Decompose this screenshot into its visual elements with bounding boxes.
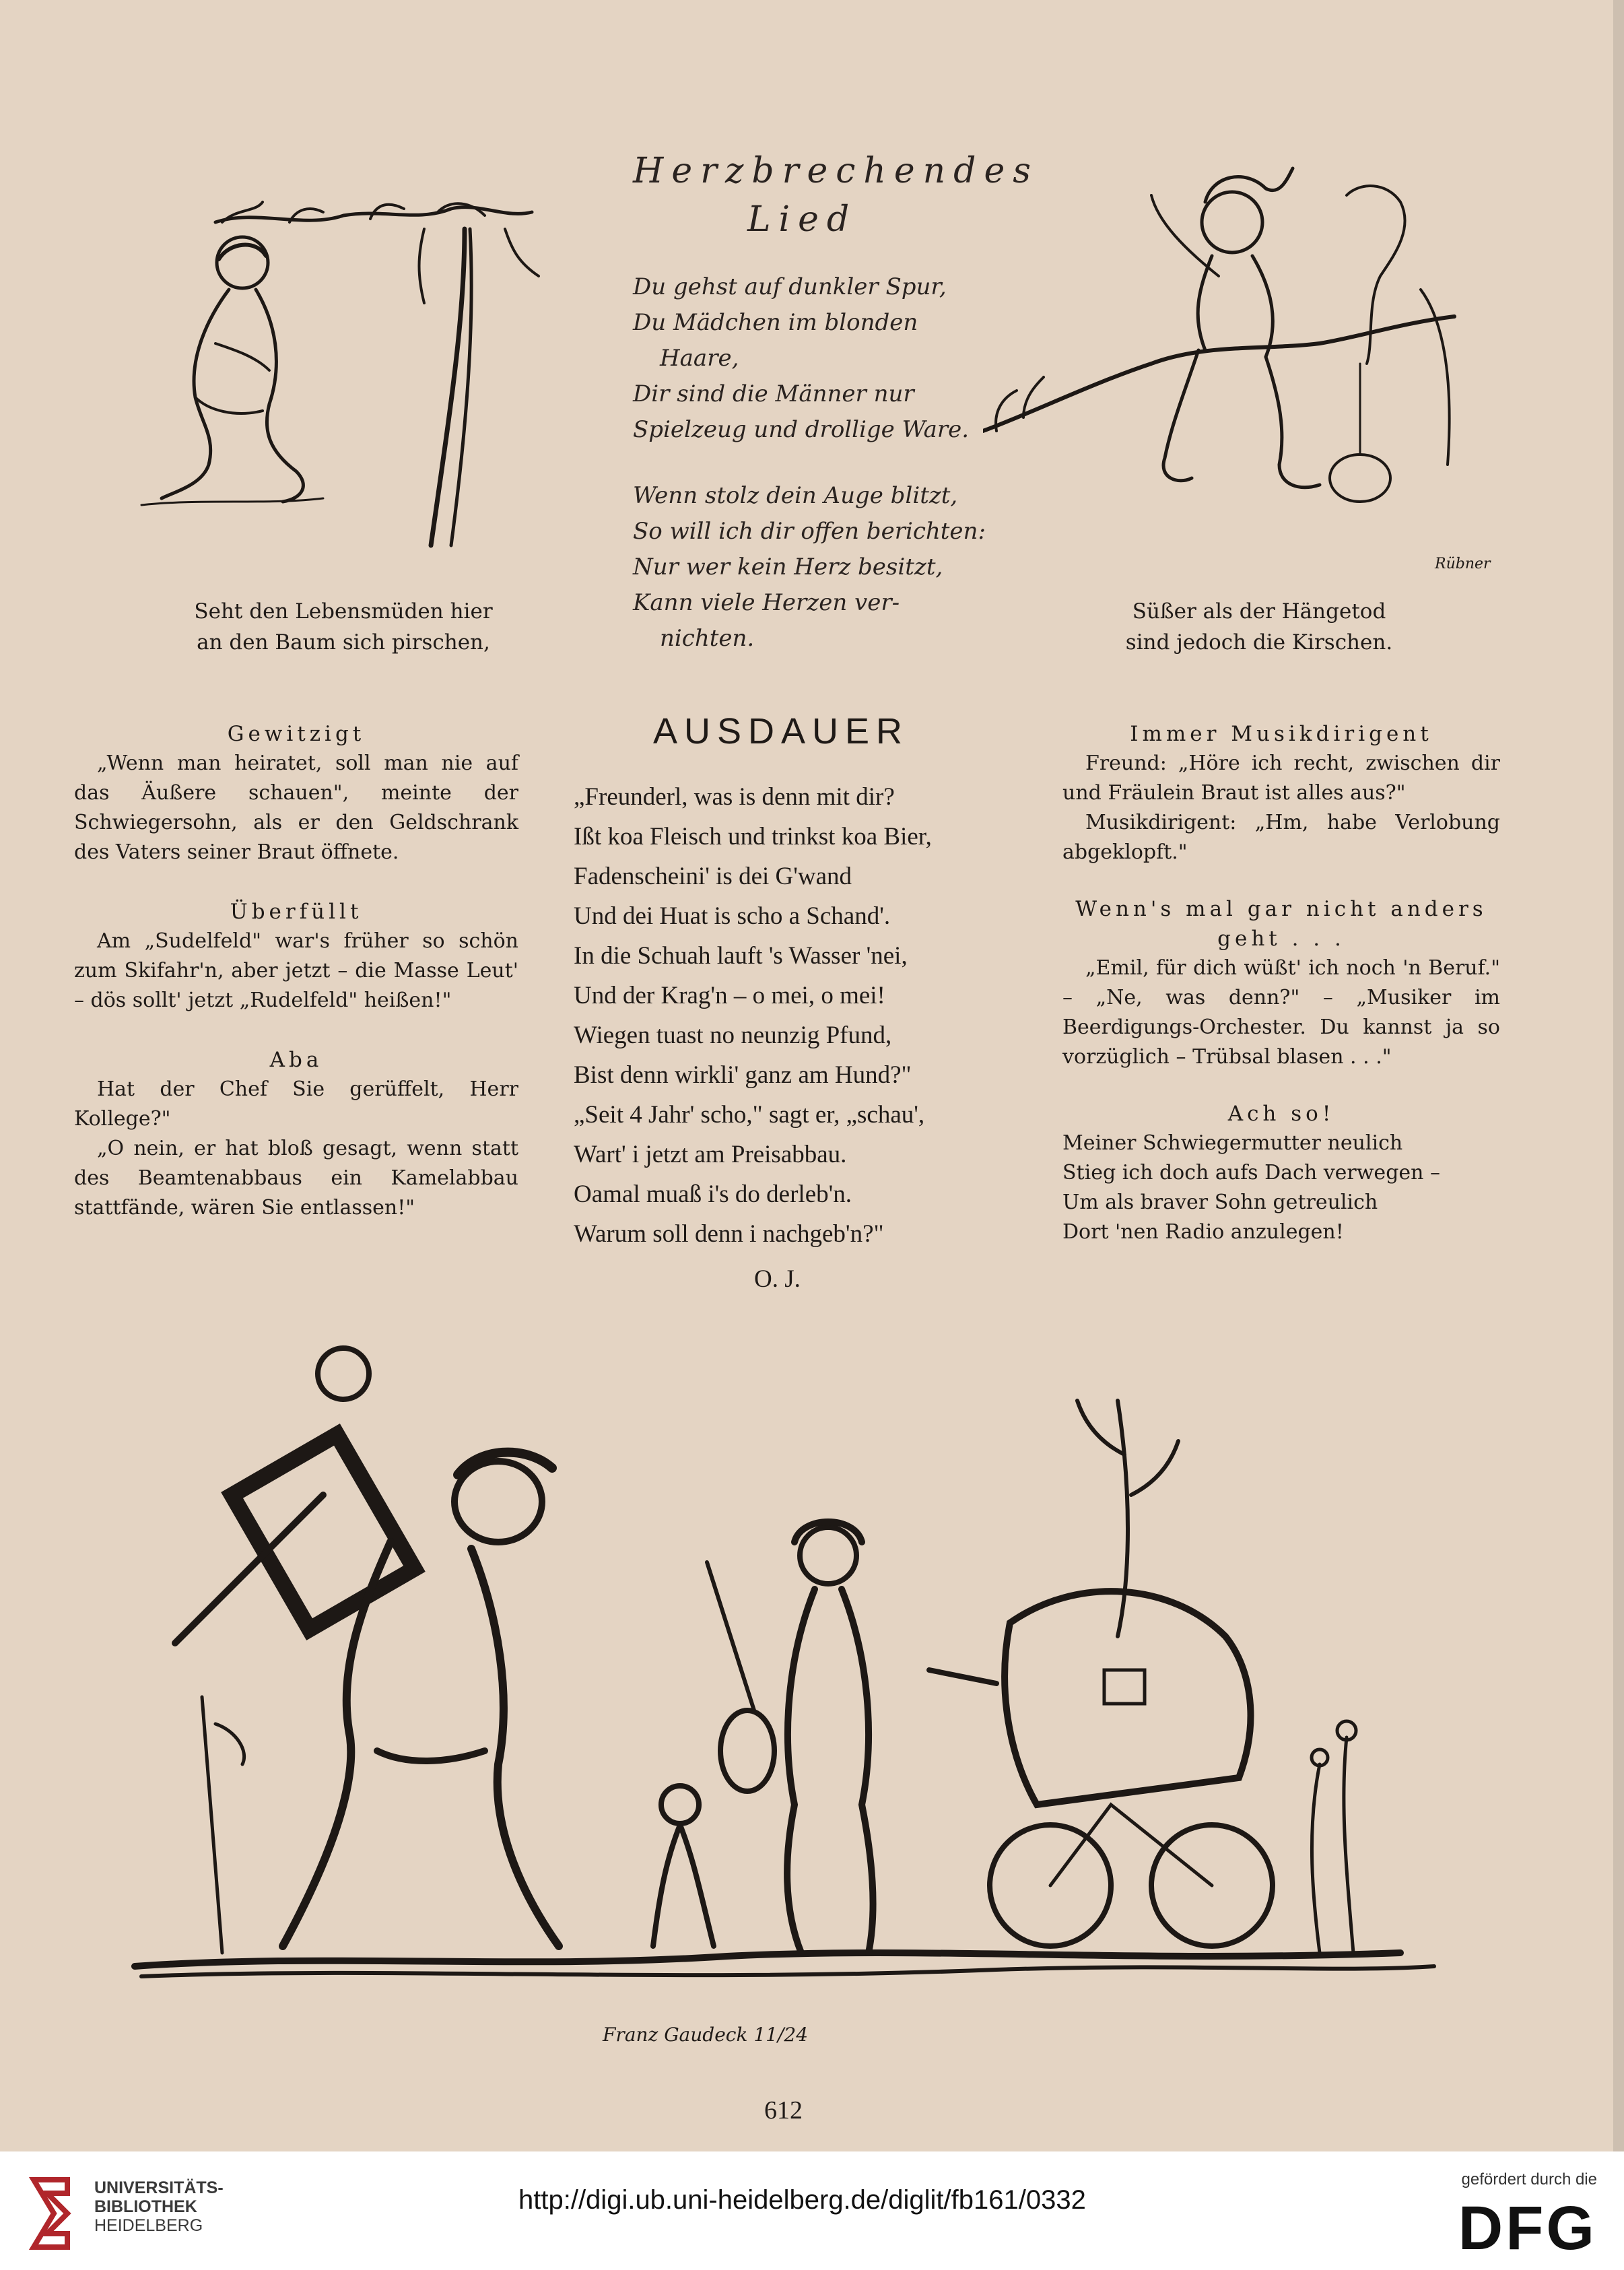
rhyme-line: Meiner Schwiegermutter neulich [1062, 1131, 1403, 1155]
library-line: HEIDELBERG [94, 2216, 203, 2235]
library-line: UNIVERSITÄTS- [94, 2178, 224, 2197]
joke-heading: Gewitzigt [227, 722, 366, 746]
ausdauer-line: Oamal muaß i's do derleb'n. [574, 1180, 852, 1208]
left-column [74, 719, 518, 1223]
poem-stanza-1 [633, 269, 969, 448]
poem-title-line1: Herzbrechendes [633, 151, 1039, 191]
joke-text: Musikdirigent: „Hm, habe Verlobung abgeklopft." [1062, 811, 1500, 864]
university-logo-icon [27, 2166, 81, 2254]
footer-bar [0, 2151, 1624, 2270]
ausdauer-line: Und dei Huat is scho a Schand'. [574, 902, 891, 930]
joke-text: „Wenn man heiratet, soll man nie auf das Äußere schauen", meinte der Schwiegersohn, als er den Geldschrank des Vaters seiner Braut öffnete. [74, 752, 518, 864]
joke-text: „O nein, er hat bloß gesagt, wenn statt des Beamtenabbaus ein Kamelabbau stattfände, wären Sie entlassen!" [74, 1137, 518, 1220]
poem-line: Spielzeug und drollige Ware. [633, 416, 970, 443]
caption-line: an den Baum sich pirschen, [197, 630, 490, 655]
right-column [1062, 719, 1500, 1247]
poem-line: Haare, [660, 345, 739, 372]
ausdauer-line: „Seit 4 Jahr' scho," sagt er, „schau', [574, 1101, 925, 1129]
illustration-man-in-cherry-tree [983, 141, 1515, 593]
poem-line: Du gehst auf dunkler Spur, [633, 273, 947, 300]
joke-heading: Überfüllt [230, 900, 363, 924]
ausdauer-line: Fadenscheini' is dei G'wand [574, 863, 852, 890]
funded-by-label: gefördert durch die [1461, 2170, 1597, 2189]
library-name [94, 2178, 224, 2235]
joke-text: Am „Sudelfeld" war's früher so schön zum Skifahr'n, aber jetzt – die Masse Leut' – dös sollt' jetzt „Rudelfeld" heißen!" [74, 929, 518, 1012]
page-edge [1613, 0, 1624, 2151]
ausdauer-title: AUSDAUER [652, 711, 910, 752]
rhyme-line: Stieg ich doch aufs Dach verwegen – [1062, 1161, 1441, 1184]
joke-text: Freund: „Höre ich recht, zwischen dir und Fräulein Braut ist alles aus?" [1062, 752, 1500, 805]
caption-line: Seht den Lebensmüden hier [194, 599, 493, 624]
ausdauer-line: Wiegen tuast no neunzig Pfund, [574, 1022, 892, 1049]
joke-text: „Emil, für dich wüßt' ich noch 'n Beruf." – „Ne, was denn?" – „Musiker im Beerdigungs-Orchester. Du kannst ja so vorzüglich – Trübsal blasen . . ." [1062, 956, 1500, 1069]
joke-heading: Immer Musikdirigent [1130, 722, 1433, 746]
ausdauer-line: „Freunderl, was is denn mit dir? [574, 783, 895, 811]
signature-bottom: Franz Gaudeck 11/24 [603, 2024, 809, 2046]
joke-text: Hat der Chef Sie gerüffelt, Herr Kollege?" [74, 1077, 518, 1131]
poem-line: Wenn stolz dein Auge blitzt, [633, 482, 958, 509]
ausdauer-line: Ißt koa Fleisch und trinkst koa Bier, [574, 823, 932, 850]
ausdauer-line: Bist denn wirkli' ganz am Hund?" [574, 1061, 912, 1089]
poem-line: Kann viele Herzen ver- [633, 589, 900, 616]
caption-line: Süßer als der Hängetod [1132, 599, 1386, 624]
caption-left [155, 596, 532, 658]
rhyme-line: Dort 'nen Radio anzulegen! [1062, 1220, 1344, 1244]
ausdauer-author: O. J. [754, 1265, 801, 1293]
poem-line: Nur wer kein Herz besitzt, [633, 554, 943, 580]
poem-title-line2: Lied [747, 199, 858, 240]
poem-line: So will ich dir offen berichten: [633, 518, 986, 545]
library-line: BIBLIOTHEK [94, 2197, 197, 2216]
ausdauer-poem [574, 777, 932, 1254]
rhyme-line: Um als braver Sohn getreulich [1062, 1191, 1378, 1214]
poem-line: Dir sind die Männer nur [633, 380, 914, 407]
ausdauer-line: Warum soll denn i nachgeb'n?" [574, 1220, 884, 1248]
joke-heading: Ach so! [1227, 1102, 1335, 1126]
poem-line: Du Mädchen im blonden [633, 309, 918, 336]
ausdauer-line: Und der Krag'n – o mei, o mei! [574, 982, 885, 1009]
joke-heading: Wenn's mal gar nicht anders geht . . . [1075, 897, 1487, 951]
illustration-man-by-tree [101, 182, 586, 559]
dfg-logo: DFG [1458, 2194, 1597, 2263]
joke-heading: Aba [269, 1048, 323, 1072]
poem-stanza-2 [633, 478, 986, 657]
source-url-link[interactable]: http://digi.ub.uni-heidelberg.de/diglit/fb161/0332 [518, 2185, 1086, 2215]
poem-line: nichten. [660, 625, 755, 652]
caption-line: sind jedoch die Kirschen. [1125, 630, 1393, 655]
ausdauer-line: In die Schuah lauft 's Wasser 'nei, [574, 942, 908, 970]
page-number: 612 [764, 2096, 803, 2125]
signature-top: Rübner [1435, 556, 1491, 572]
caption-right [1077, 596, 1441, 658]
ausdauer-line: Wart' i jetzt am Preisabbau. [574, 1141, 847, 1168]
illustration-family-procession [121, 1320, 1468, 2094]
